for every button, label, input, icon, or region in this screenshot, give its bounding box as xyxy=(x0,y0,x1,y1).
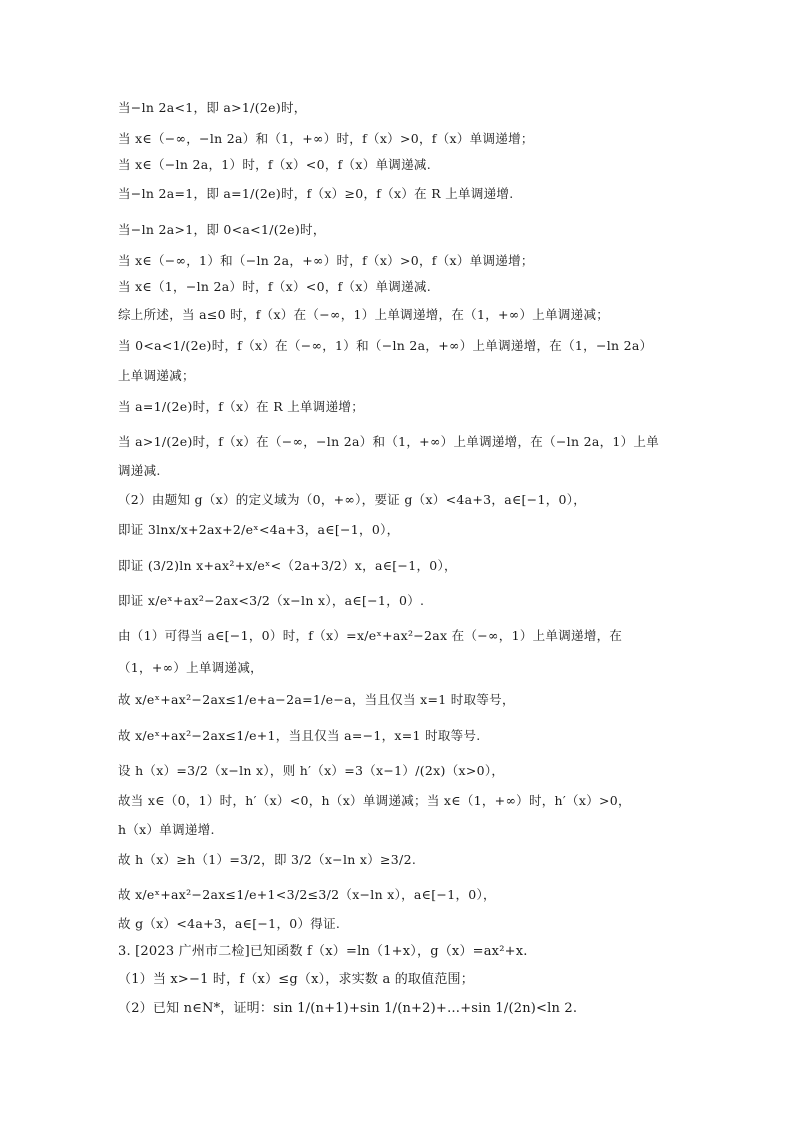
text-line: 当−ln 2a>1，即 0<a<1/(2e)时， xyxy=(118,222,326,237)
text-line: 调递减. xyxy=(118,463,161,478)
text-line: 当 x∈（1，−ln 2a）时，f（x）<0，f（x）单调递减. xyxy=(118,279,431,294)
text-line: 当−ln 2a<1，即 a>1/(2e)时， xyxy=(118,100,307,115)
problem-part-2: （2）已知 n∈N*，证明：sin 1/(n+1)+sin 1/(n+2)+…+sin 1/(2n)<ln 2. xyxy=(118,1001,578,1016)
text-line: 当 a=1/(2e)时，f（x）在 R 上单调递增； xyxy=(118,399,365,414)
text-line: 综上所述，当 a≤0 时，f（x）在（−∞，1）上单调递增，在（1，+∞）上单调递减； xyxy=(118,307,610,322)
text-line: 即证 3lnx/x+2ax+2/eˣ<4a+3，a∈[−1，0）， xyxy=(118,522,400,537)
text-line: 即证 x/eˣ+ax²−2ax<3/2（x−ln x），a∈[−1，0）. xyxy=(118,593,425,608)
text-line: 故 x/eˣ+ax²−2ax≤1/e+1<3/2≤3/2（x−ln x），a∈[−1，0）， xyxy=(118,887,496,902)
text-line: 当 0<a<1/(2e)时，f（x）在（−∞，1）和（−ln 2a，+∞）上单调递增，在（1，−ln 2a） xyxy=(118,338,653,353)
text-line: （1，+∞）上单调递减， xyxy=(118,660,263,675)
text-line: 故 h（x）≥h（1）=3/2，即 3/2（x−ln x）≥3/2. xyxy=(118,852,417,867)
text-line: 故 x/eˣ+ax²−2ax≤1/e+a−2a=1/e−a，当且仅当 x=1 时取等号， xyxy=(118,692,515,707)
text-line: 当 x∈（−∞，−ln 2a）和（1，+∞）时，f（x）>0，f（x）单调递增； xyxy=(118,131,534,146)
text-line: 上单调递减； xyxy=(118,368,195,383)
problem-part-1: （1）当 x>−1 时，f（x）≤g（x），求实数 a 的取值范围； xyxy=(118,972,474,987)
text-line: 由（1）可得当 a∈[−1，0）时，f（x）=x/eˣ+ax²−2ax 在（−∞，1）上单调递增，在 xyxy=(118,628,623,643)
text-line: （2）由题知 g（x）的定义域为（0，+∞），要证 g（x）<4a+3，a∈[−1，0）， xyxy=(118,492,587,507)
text-line: 设 h（x）=3/2（x−ln x），则 h′（x）=3（x−1）/(2x)（x>0）， xyxy=(118,763,505,778)
text-line: h（x）单调递增. xyxy=(118,822,215,837)
problem-heading: 3. [2023 广州市二检]已知函数 f（x）=ln（1+x），g（x）=ax²+x. xyxy=(118,944,528,959)
text-line: 即证 (3/2)ln x+ax²+x/eˣ<（2a+3/2）x，a∈[−1，0）， xyxy=(118,558,457,573)
text-line: 故 g（x）<4a+3，a∈[−1，0）得证. xyxy=(118,916,341,931)
text-line: 故当 x∈（0，1）时，h′（x）<0，h（x）单调递减；当 x∈（1，+∞）时，h′（x）>0， xyxy=(118,793,631,808)
text-line: 当 x∈（−ln 2a，1）时，f（x）<0，f（x）单调递减. xyxy=(118,157,431,172)
text-line: 当−ln 2a=1，即 a=1/(2e)时，f（x）≥0，f（x）在 R 上单调递增. xyxy=(118,186,514,201)
text-line: 当 x∈（−∞，1）和（−ln 2a，+∞）时，f（x）>0，f（x）单调递增； xyxy=(118,253,534,268)
text-line: 故 x/eˣ+ax²−2ax≤1/e+1，当且仅当 a=−1，x=1 时取等号. xyxy=(118,728,481,743)
text-line: 当 a>1/(2e)时，f（x）在（−∞，−ln 2a）和（1，+∞）上单调递增，在（−ln 2a，1）上单 xyxy=(118,434,660,449)
